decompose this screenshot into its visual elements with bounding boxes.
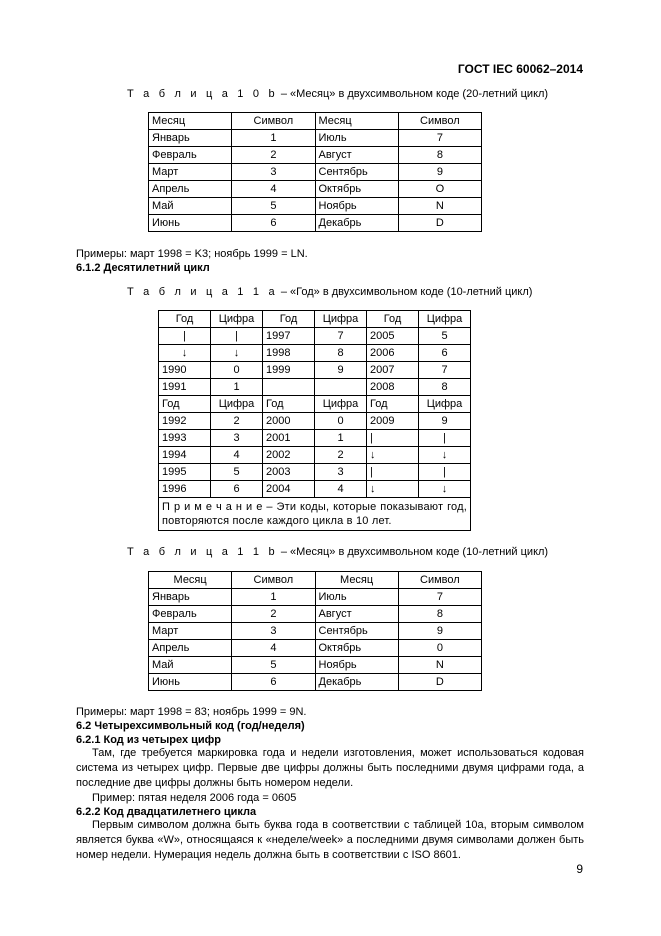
- table-cell: Цифра: [211, 396, 263, 413]
- table-cell: Август: [315, 606, 398, 623]
- table-cell: 0: [211, 362, 263, 379]
- table-cell: 9: [315, 362, 367, 379]
- table-cell: ↓: [211, 345, 263, 362]
- table-cell: 1: [232, 130, 315, 147]
- table-header-row: [159, 311, 471, 328]
- table-cell: D: [398, 674, 481, 691]
- table-cell: 3: [232, 623, 315, 640]
- table-cell: |: [367, 430, 419, 447]
- table-header-cell: Цифра: [315, 311, 367, 328]
- table-row: [149, 198, 482, 215]
- table-cell: 2001: [263, 430, 315, 447]
- table10b-caption: [127, 88, 548, 100]
- table-cell: Цифра: [315, 396, 367, 413]
- table-header-cell: Символ: [398, 113, 481, 130]
- table-cell: 0: [315, 413, 367, 430]
- table-header-cell: Символ: [232, 572, 315, 589]
- table-cell: 4: [211, 447, 263, 464]
- table-header-cell: Символ: [232, 113, 315, 130]
- table-header-cell: Цифра: [211, 311, 263, 328]
- table-cell: 2000: [263, 413, 315, 430]
- table-cell: 2009: [367, 413, 419, 430]
- table-cell: 8: [398, 606, 481, 623]
- table-cell: 7: [315, 328, 367, 345]
- table-cell: Ноябрь: [315, 657, 398, 674]
- table-cell: ↓: [159, 345, 211, 362]
- table-cell: 1994: [159, 447, 211, 464]
- table-cell: ↓: [419, 447, 471, 464]
- section-6-1-2-heading: 6.1.2 Десятилетний цикл: [76, 262, 210, 274]
- table10b-caption-prefix: Т а б л и ц а 1 0 b: [127, 88, 278, 100]
- table-row: [159, 413, 471, 430]
- table-cell: Год: [367, 396, 419, 413]
- table-header-row: [149, 113, 482, 130]
- table-row: [149, 640, 482, 657]
- table-cell: 8: [315, 345, 367, 362]
- example-6-2-1: Пример: пятая неделя 2006 года = 0605: [92, 792, 297, 804]
- table-cell: Август: [315, 147, 398, 164]
- table-cell: 4: [232, 181, 315, 198]
- table-cell: Апрель: [149, 181, 232, 198]
- table-cell: 5: [232, 198, 315, 215]
- table-cell: 9: [398, 164, 481, 181]
- table-cell: Октябрь: [315, 640, 398, 657]
- table-cell: Май: [149, 198, 232, 215]
- examples-1: Примеры: март 1998 = K3; ноябрь 1999 = LN.: [76, 248, 308, 260]
- table-row: [149, 674, 482, 691]
- standard-header: ГОСТ IEC 60062–2014: [457, 62, 583, 76]
- table-cell: 5: [211, 464, 263, 481]
- table-cell: |: [211, 328, 263, 345]
- table-header-row: [149, 572, 482, 589]
- table-cell: |: [419, 464, 471, 481]
- table-cell: Июль: [315, 589, 398, 606]
- table-row: [159, 345, 471, 362]
- table10b-caption-text: – «Месяц» в двухсимвольном коде (20-летний цикл): [277, 88, 549, 100]
- table-cell: Сентябрь: [315, 164, 398, 181]
- table-cell: 2006: [367, 345, 419, 362]
- table11a-caption-prefix: Т а б л и ц а 1 1 а: [127, 286, 278, 298]
- table-cell: Февраль: [149, 147, 232, 164]
- table-cell: 2: [232, 147, 315, 164]
- table-row: [149, 623, 482, 640]
- table-row: [149, 164, 482, 181]
- table11a-caption: [127, 286, 532, 298]
- table11a-note: П р и м е ч а н и е – Эти коды, которые показывают год, повторяются после каждого цикла в 10 лет.: [159, 498, 471, 531]
- paragraph-6-2-2: Первым символом должна быть буква года в соответствии с таблицей 10а, вторым символом является буква «W», относящаяся к «неделе/week» а последними двумя символами должен быть номер недели. Нумерация недель должна быть в соответствии с ISO 8601.: [76, 819, 584, 861]
- table-header-cell: Месяц: [149, 572, 232, 589]
- table-cell: 2: [315, 447, 367, 464]
- table-cell: 1991: [159, 379, 211, 396]
- table-cell: Май: [149, 657, 232, 674]
- table-cell: Июнь: [149, 674, 232, 691]
- table-cell: Октябрь: [315, 181, 398, 198]
- table-row: [159, 447, 471, 464]
- table-cell: |: [419, 430, 471, 447]
- table-cell: 2005: [367, 328, 419, 345]
- table-header-cell: Месяц: [315, 113, 398, 130]
- table-cell: N: [398, 657, 481, 674]
- table-cell: 2: [232, 606, 315, 623]
- table-cell: 1992: [159, 413, 211, 430]
- table-cell: 2007: [367, 362, 419, 379]
- table-cell: 4: [315, 481, 367, 498]
- table-cell: Июнь: [149, 215, 232, 232]
- table11b-caption: [127, 546, 548, 558]
- table-cell: |: [159, 328, 211, 345]
- table-row: [159, 362, 471, 379]
- table-cell: 1990: [159, 362, 211, 379]
- table-header-cell: Месяц: [149, 113, 232, 130]
- table-row: [149, 181, 482, 198]
- table-cell: 2002: [263, 447, 315, 464]
- table-cell: 3: [232, 164, 315, 181]
- table-row: [159, 328, 471, 345]
- table-header-cell: Год: [367, 311, 419, 328]
- table-cell: Июль: [315, 130, 398, 147]
- table-header-cell: Месяц: [315, 572, 398, 589]
- table-cell: 1: [211, 379, 263, 396]
- table-cell: 5: [419, 328, 471, 345]
- table-cell: Сентябрь: [315, 623, 398, 640]
- table-cell: 7: [419, 362, 471, 379]
- table-cell: 6: [232, 674, 315, 691]
- table-cell: 5: [232, 657, 315, 674]
- table11b-caption-prefix: Т а б л и ц а 1 1 b: [127, 546, 278, 558]
- table-cell: 9: [398, 623, 481, 640]
- table-row: [149, 589, 482, 606]
- table-cell: ↓: [367, 447, 419, 464]
- table-header-cell: Цифра: [419, 311, 471, 328]
- table11b-caption-text: – «Месяц» в двухсимвольном коде (10-летний цикл): [277, 546, 549, 558]
- table-cell: 6: [211, 481, 263, 498]
- table-cell: 8: [419, 379, 471, 396]
- table11a-caption-text: – «Год» в двухсимвольном коде (10-летний цикл): [277, 286, 533, 298]
- table-cell: 2008: [367, 379, 419, 396]
- table-cell: 1993: [159, 430, 211, 447]
- table-cell: 7: [398, 589, 481, 606]
- table-cell: [315, 379, 367, 396]
- table-cell: 2: [211, 413, 263, 430]
- table-11b: [148, 571, 482, 691]
- table-cell: Цифра: [419, 396, 471, 413]
- table-cell: Февраль: [149, 606, 232, 623]
- table-11a: [158, 310, 471, 531]
- table-cell: Март: [149, 623, 232, 640]
- table-cell: 1: [232, 589, 315, 606]
- table-row: [159, 430, 471, 447]
- table-row: [149, 147, 482, 164]
- section-6-2-2-heading: 6.2.2 Код двадцатилетнего цикла: [76, 806, 257, 818]
- table-row: [149, 215, 482, 232]
- table-cell: Год: [159, 396, 211, 413]
- table-cell: Год: [263, 396, 315, 413]
- table-cell: 6: [232, 215, 315, 232]
- table-cell: Ноябрь: [315, 198, 398, 215]
- table-header-cell: Год: [263, 311, 315, 328]
- table-cell: ↓: [367, 481, 419, 498]
- table-subheader-row: [159, 396, 471, 413]
- page-number: 9: [576, 862, 583, 876]
- table-note-row: [159, 498, 471, 531]
- table-cell: [263, 379, 315, 396]
- table-cell: 1999: [263, 362, 315, 379]
- table-cell: N: [398, 198, 481, 215]
- table-cell: 1: [315, 430, 367, 447]
- section-6-2-heading: 6.2 Четырехсимвольный код (год/неделя): [76, 720, 305, 732]
- table-cell: 0: [398, 640, 481, 657]
- examples-2: Примеры: март 1998 = 83; ноябрь 1999 = 9N.: [76, 706, 307, 718]
- table-row: [159, 464, 471, 481]
- table-cell: ↓: [419, 481, 471, 498]
- table-cell: O: [398, 181, 481, 198]
- table-cell: 7: [398, 130, 481, 147]
- table-cell: 1998: [263, 345, 315, 362]
- table-cell: D: [398, 215, 481, 232]
- table-cell: Январь: [149, 589, 232, 606]
- table-cell: Декабрь: [315, 215, 398, 232]
- table-cell: 6: [419, 345, 471, 362]
- table-cell: Декабрь: [315, 674, 398, 691]
- table-cell: 8: [398, 147, 481, 164]
- table-cell: 1996: [159, 481, 211, 498]
- table-cell: 2003: [263, 464, 315, 481]
- table-10b: [148, 112, 482, 232]
- table-cell: Апрель: [149, 640, 232, 657]
- table-row: [149, 130, 482, 147]
- table-cell: 3: [211, 430, 263, 447]
- table-cell: 1995: [159, 464, 211, 481]
- table-row: [159, 379, 471, 396]
- paragraph-6-2-1: Там, где требуется маркировка года и недели изготовления, может использоваться кодовая система из четырех цифр. Первые две цифры должны быть последними двумя цифрами года, а последние две цифры должны быть номером недели.: [76, 747, 584, 789]
- section-6-2-1-heading: 6.2.1 Код из четырех цифр: [76, 734, 222, 746]
- table-cell: 3: [315, 464, 367, 481]
- table-row: [159, 481, 471, 498]
- table-row: [149, 606, 482, 623]
- table-cell: 1997: [263, 328, 315, 345]
- table-cell: 4: [232, 640, 315, 657]
- table-header-cell: Символ: [398, 572, 481, 589]
- table-header-cell: Год: [159, 311, 211, 328]
- table-row: [149, 657, 482, 674]
- table-cell: 2004: [263, 481, 315, 498]
- table-cell: 9: [419, 413, 471, 430]
- table-cell: Март: [149, 164, 232, 181]
- table-cell: Январь: [149, 130, 232, 147]
- table-cell: |: [367, 464, 419, 481]
